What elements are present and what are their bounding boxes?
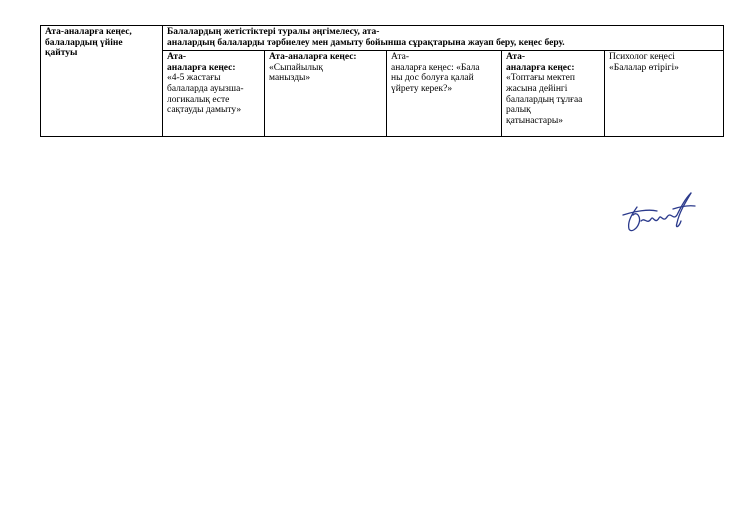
cell-body: Ата- аналарға кеңес: «Бала ны дос болуға қалай үйрету керек?» [391,52,480,94]
header-line-2: аналардың балаларды тәрбиелеу мен дамыту бойынша сұрақтарына жауап беру, кеңес беру. [167,37,565,48]
table-cell [387,51,502,137]
table-cell [265,51,387,137]
cell-body: Психолог кеңесі «Балалар өтірігі» [609,52,679,73]
header-line-1: Балалардың жетістіктері туралы әңгімелесу, ата- [167,27,380,37]
left-heading-cell: Ата-аналарға кеңес, балалардың үйіне қайтуы [41,26,163,137]
cell-body: «4-5 жастағы балаларда ауызша- логикалық есте сақтауды дамыту» [167,73,244,116]
plan-table [40,25,724,137]
cell-title: Ата- аналарға кеңес: [167,52,236,73]
header-cell [163,26,724,51]
table-cell [163,51,265,137]
table-cell [502,51,605,137]
signature-image [615,185,705,240]
table-row [41,26,724,51]
table-cell [605,51,724,137]
cell-body: «Сыпайылық манызды» [269,62,323,84]
cell-body: «Топтағы мектеп жасына дейінгі балалардың тұлғаа ралық қатынастары» [506,73,583,126]
cell-title: Ата-аналарға кеңес: [269,52,357,63]
cell-title: Ата- аналарға кеңес: [506,52,575,73]
